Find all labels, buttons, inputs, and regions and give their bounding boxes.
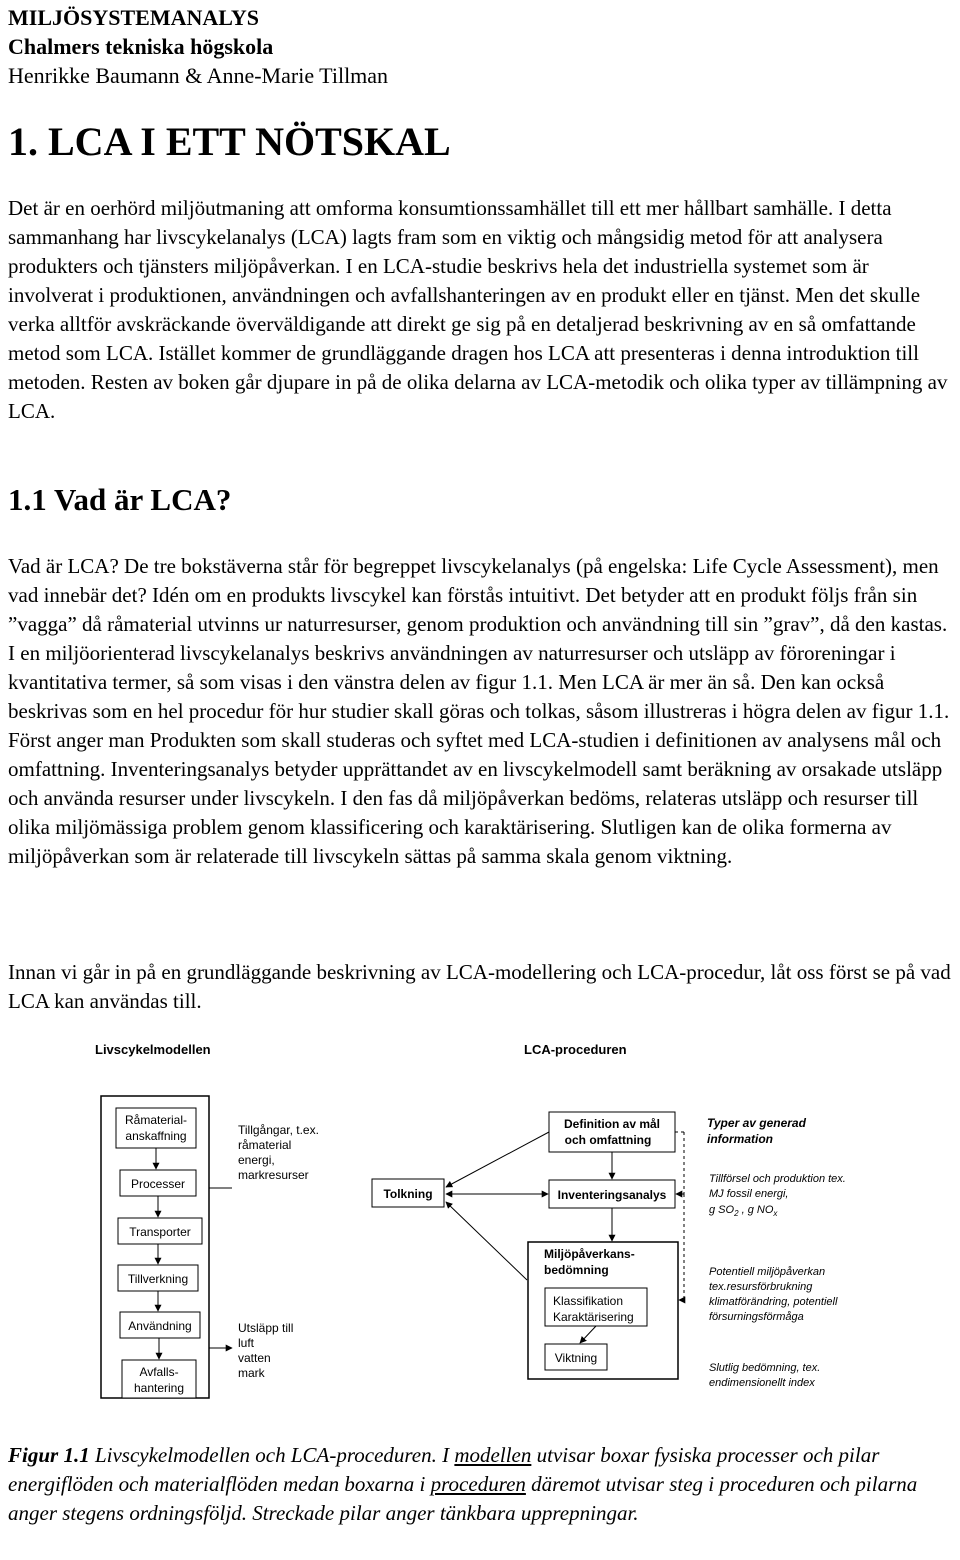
raw-material-label-2: anskaffning bbox=[125, 1129, 187, 1143]
info-inventory-3: g $SO_2$ , g $NO_x$ bbox=[709, 1204, 778, 1218]
chapter-title: 1. LCA I ETT NÖTSKAL bbox=[8, 119, 451, 164]
outputs-label-3: vatten bbox=[238, 1351, 271, 1365]
transports-label: Transporter bbox=[129, 1225, 191, 1239]
outputs-label-1: Utsläpp till bbox=[238, 1321, 294, 1335]
info-char-1: Potentiell miljöpåverkan bbox=[709, 1266, 826, 1278]
inputs-label-2: råmaterial bbox=[238, 1138, 292, 1152]
goal-scope-label-1: Definition av mål bbox=[563, 1117, 661, 1131]
authors: Henrikke Baumann & Anne-Marie Tillman bbox=[8, 63, 389, 88]
interpretation-label: Tolkning bbox=[383, 1187, 433, 1201]
caption-link-modellen: modellen bbox=[454, 1443, 532, 1467]
inputs-label-1: Tillgångar, t.ex. bbox=[238, 1123, 319, 1137]
figure-lca bbox=[0, 1030, 960, 1440]
goal-scope-label-2: och omfattning bbox=[564, 1133, 652, 1147]
info-heading-2: information bbox=[707, 1132, 773, 1146]
section-title: 1.1 Vad är LCA? bbox=[8, 482, 232, 517]
section-paragraph-1: Vad är LCA? De tre bokstäverna står för begreppet livscykelanalys (på engelska: Life Cycle Assessment), men vad innebär det? Idén om en produkts livscykel kan förstås intuitivt. Det betyder att en produkt följs från sin ”vagga” då råmaterial utvinns ur naturresurser, genom produktion och användning till sin ”grav”, då den kastas. I en miljöorienterad livscykelanalys beskrivs användningen av naturresurser och utsläpp av föroreningar i kvantitativa termer, så som visas i den vänstra delen av figur 1.1. Men LCA är mer än så. Den kan också beskrivas som en hel procedur för hur studier skall göras och tolkas, såsom illustreras i högra delen av figur 1.1. Först anger man Produkten som skall studeras och syftet med LCA-studien i definitionen av analysens mål och omfattning. Inventeringsanalys betyder upprättandet av en livscykelmodell samt beräkning av orsakade utsläpp och använda resurser under livscykeln. I den fas då miljöpåverkan bedöms, relateras utsläpp och resurser till olika miljömässiga problem genom klassificering och karaktärisering. Slutligen kan de olika formerna av miljöpåverkan som är relaterade till livscykeln sättas på samma skala genom viktning. bbox=[8, 554, 950, 868]
info-char-3: klimatförändring, potentiell bbox=[709, 1296, 838, 1308]
caption-link-proceduren: proceduren bbox=[430, 1472, 526, 1496]
weighting-label: Viktning bbox=[554, 1351, 598, 1365]
inventory-label: Inventeringsanalys bbox=[557, 1188, 667, 1202]
use-label: Användning bbox=[128, 1319, 192, 1333]
info-heading-1: Typer av generad bbox=[707, 1116, 806, 1130]
section-paragraph-2: Innan vi går in på en grundläggande beskrivning av LCA-modellering och LCA-procedur, låt oss först se på vad LCA kan användas till. bbox=[8, 960, 951, 1013]
info-weight-2: endimensionellt index bbox=[709, 1377, 815, 1389]
info-char-4: försurningsförmåga bbox=[709, 1311, 804, 1323]
figure-caption: Figur 1.1 Livscykelmodellen och LCA-proceduren. I modellen utvisar boxar fysiska processer och pilar energiflöden och materialflöden medan boxarna i proceduren däremot utvisar steg i proceduren och pilarna anger stegens ordningsföljd. Streckade pilar anger tänkbara upprepningar. bbox=[8, 1443, 918, 1525]
info-inventory-2: MJ fossil energi, bbox=[709, 1188, 789, 1200]
waste-label-2: hantering bbox=[133, 1381, 185, 1395]
course-title: MILJÖSYSTEMANALYS bbox=[8, 5, 260, 30]
outputs-label-2: luft bbox=[238, 1336, 255, 1350]
manufacturing-label: Tillverkning bbox=[127, 1272, 189, 1286]
characterisation-label: Karaktärisering bbox=[553, 1310, 634, 1324]
classification-label: Klassifikation bbox=[553, 1294, 624, 1308]
impact-assessment-label-1: Miljöpåverkans- bbox=[544, 1247, 635, 1261]
figure-right-heading: LCA-proceduren bbox=[524, 1042, 627, 1057]
processes-label: Processer bbox=[130, 1177, 186, 1191]
info-inventory-1: Tillförsel och produktion tex. bbox=[709, 1173, 846, 1185]
info-weight-1: Slutlig bedömning, tex. bbox=[709, 1362, 821, 1374]
inputs-label-3: energi, bbox=[238, 1153, 275, 1167]
caption-label: Figur 1.1 bbox=[8, 1443, 90, 1467]
outputs-label-4: mark bbox=[238, 1366, 265, 1380]
university-name: Chalmers tekniska högskola bbox=[8, 34, 274, 59]
raw-material-label-1: Råmaterial- bbox=[124, 1113, 188, 1127]
inputs-label-4: markresurser bbox=[238, 1168, 309, 1182]
figure-left-heading: Livscykelmodellen bbox=[95, 1042, 211, 1057]
impact-assessment-label-2: bedömning bbox=[544, 1263, 609, 1277]
intro-paragraph: Det är en oerhörd miljöutmaning att omforma konsumtionssamhället till ett mer hållbart samhälle. I detta sammanhang har livscykelanalys (LCA) lagts fram som en viktig och mångsidig metod för att analysera produkters och tjänsters miljöpåverkan. I en LCA-studie beskrivs hela det industriella systemet som är involverat i produktionen, användningen och avfallshanteringen av en produkt eller en tjänst. Men det skulle verka alltför avskräckande överväldigande att direkt ge sig på en detaljerad beskrivning av en så omfattande metod som LCA. Istället kommer de grundläggande dragen hos LCA att presenteras i denna introduktion till metoden. Resten av boken går djupare in på de olika delarna av LCA-metodik och olika typer av tillämpning av LCA. bbox=[8, 196, 948, 423]
waste-label-1: Avfalls- bbox=[139, 1365, 179, 1379]
info-char-2: tex.resursförbrukning bbox=[709, 1281, 813, 1293]
